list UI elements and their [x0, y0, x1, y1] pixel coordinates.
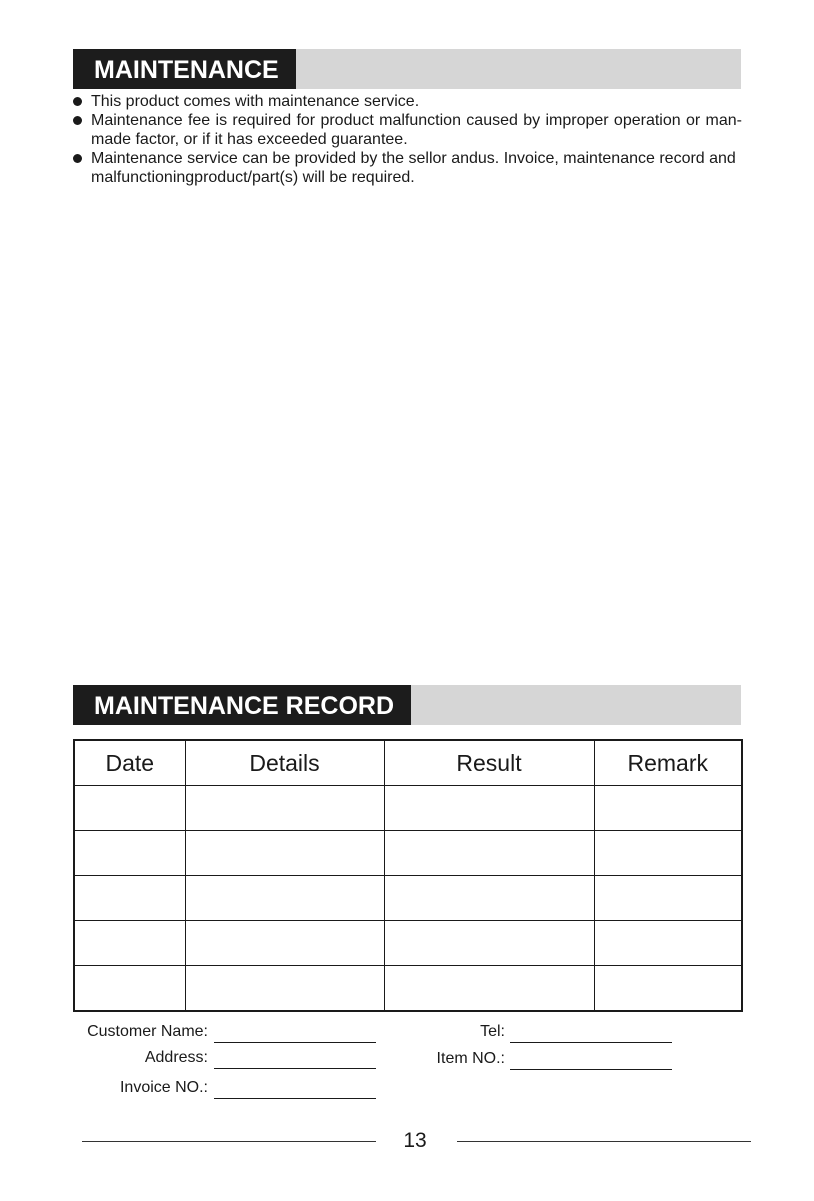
customer-name-label: Customer Name: [87, 1023, 208, 1040]
cell-date[interactable] [74, 921, 185, 966]
cell-details[interactable] [185, 831, 384, 876]
table-row [74, 921, 742, 966]
bullet-icon [73, 116, 82, 125]
invoice-input[interactable] [214, 1098, 376, 1099]
item-number-label: Item NO.: [436, 1050, 505, 1067]
cell-remark[interactable] [594, 786, 742, 831]
address-label: Address: [144, 1049, 208, 1066]
cell-remark[interactable] [594, 831, 742, 876]
footer-rule-right [457, 1141, 751, 1142]
column-header-result: Result [384, 740, 594, 786]
maintenance-item: Maintenance fee is required for product malfunction caused by improper operation or man-made factor, or if it has exceeded guarantee. [72, 111, 742, 149]
cell-details[interactable] [185, 876, 384, 921]
cell-remark[interactable] [594, 966, 742, 1012]
bullet-icon [73, 97, 82, 106]
page-number: 13 [403, 1129, 427, 1152]
footer-rule-left [82, 1141, 376, 1142]
cell-details[interactable] [185, 921, 384, 966]
maintenance-item: This product comes with maintenance service. [72, 92, 742, 111]
column-header-date: Date [74, 740, 185, 786]
cell-result[interactable] [384, 831, 594, 876]
address-input[interactable] [214, 1068, 376, 1069]
tel-label: Tel: [480, 1023, 505, 1040]
cell-details[interactable] [185, 786, 384, 831]
cell-result[interactable] [384, 786, 594, 831]
cell-remark[interactable] [594, 876, 742, 921]
bullet-icon [73, 154, 82, 163]
tel-input[interactable] [510, 1042, 672, 1043]
table-row [74, 831, 742, 876]
maintenance-record-title: MAINTENANCE RECORD [73, 685, 411, 725]
item-number-input[interactable] [510, 1069, 672, 1070]
maintenance-item: Maintenance service can be provided by the sellor andus. Invoice, maintenance record and malfunctioningproduct/part(s) will be required. [72, 149, 742, 187]
table-row [74, 786, 742, 831]
cell-result[interactable] [384, 966, 594, 1012]
maintenance-header [73, 49, 741, 89]
cell-result[interactable] [384, 921, 594, 966]
cell-result[interactable] [384, 876, 594, 921]
invoice-label: Invoice NO.: [119, 1079, 208, 1096]
cell-remark[interactable] [594, 921, 742, 966]
cell-date[interactable] [74, 831, 185, 876]
table-row [74, 966, 742, 1012]
cell-date[interactable] [74, 786, 185, 831]
maintenance-title: MAINTENANCE [73, 49, 296, 89]
table-header-row [74, 740, 742, 786]
column-header-details: Details [185, 740, 384, 786]
column-header-remark: Remark [594, 740, 742, 786]
cell-date[interactable] [74, 966, 185, 1012]
maintenance-record-header [73, 685, 741, 725]
maintenance-list [72, 92, 742, 187]
table-row [74, 876, 742, 921]
cell-date[interactable] [74, 876, 185, 921]
cell-details[interactable] [185, 966, 384, 1012]
maintenance-record-table [73, 739, 743, 1012]
customer-name-input[interactable] [214, 1042, 376, 1043]
